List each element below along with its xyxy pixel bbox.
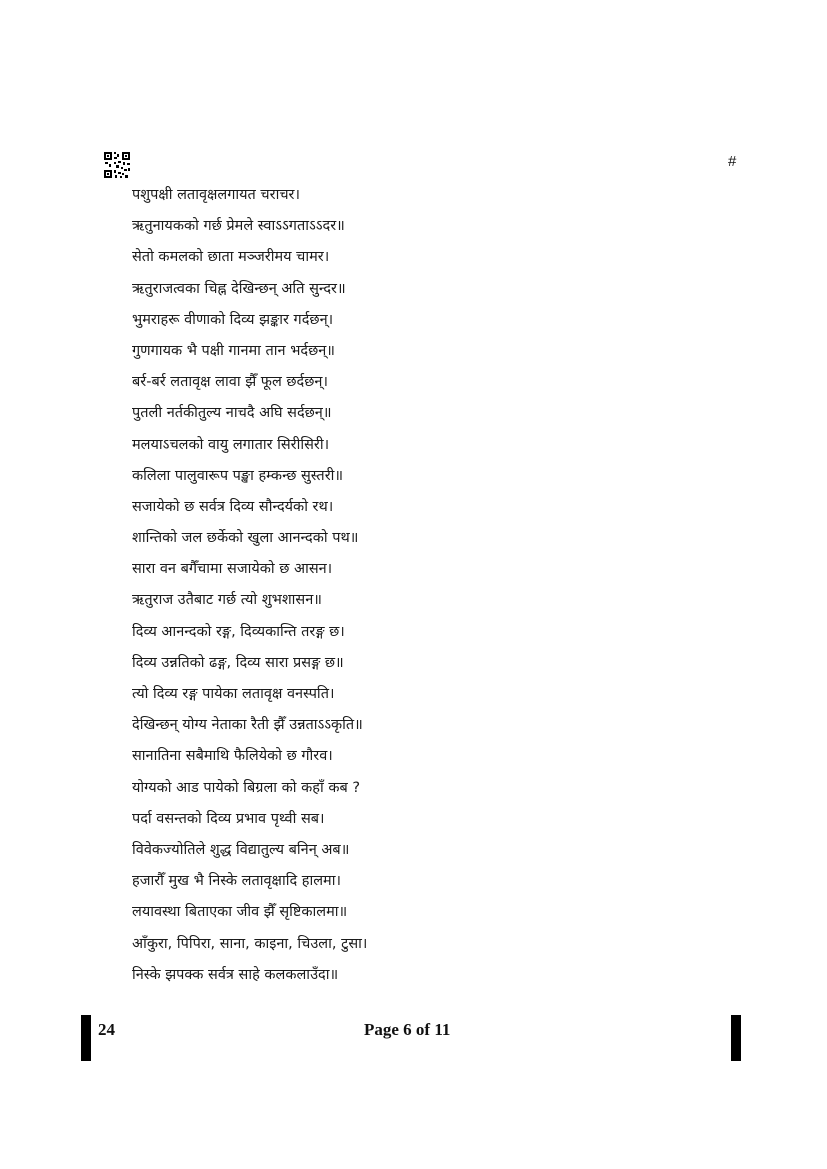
qr-code-icon [104,152,130,178]
poem-line: गुणगायक भै पक्षी गानमा तान भर्दछन्॥ [132,342,335,359]
poem-body [132,180,367,991]
poem-line: सानातिना सबैमाथि फैलियेको छ गौरव। [132,748,333,765]
footer-left-bar [81,1015,91,1061]
poem-line: लयावस्था बिताएका जीव झैँ सृष्टिकालमा॥ [132,904,348,921]
poem-line: पुतली नर्तकीतुल्य नाचदै अघि सर्दछन्॥ [132,405,332,422]
poem-line: बर्र-बर्र लतावृक्ष लावा झैँ फूल छर्दछन्। [132,374,328,391]
poem-line: ऋतुराजत्वका चिह्न देखिन्छन् अति सुन्दर॥ [132,280,346,297]
poem-line: त्यो दिव्य रङ्ग पायेका लतावृक्ष वनस्पति। [132,686,335,702]
poem-line: विवेकज्योतिले शुद्ध विद्यातुल्य बनिन् अब॥ [132,841,350,858]
footer-right-bar [731,1015,741,1061]
poem-line: देखिन्छन् योग्य नेताका रैती झैँ उन्नताऽऽकृति॥ [132,717,363,734]
poem-line: ऋतुराज उतैबाट गर्छ त्यो शुभशासन॥ [132,592,322,609]
poem-line: योग्यको आड पायेको बिग्रला को कहाँ कब ? [132,779,361,796]
poem-line: हजारौँ मुख भै निस्के लतावृक्षादि हालमा। [132,873,341,890]
hash-mark: # [728,153,737,170]
poem-line: पशुपक्षी लतावृक्षलगायत चराचर। [132,187,300,203]
poem-line: पर्दा वसन्तको दिव्य प्रभाव पृथ्वी सब। [132,810,325,827]
poem-line: भुमराहरू वीणाको दिव्य झङ्कार गर्दछन्। [132,311,334,328]
poem-line: सारा वन बगैँचामा सजायेको छ आसन। [132,561,333,578]
footer-code: 24 [98,1020,115,1039]
poem-line: दिव्य आनन्दको रङ्ग, दिव्यकान्ति तरङ्ग छ। [132,623,345,640]
poem-line: कलिला पालुवारूप पङ्खा हम्कन्छ सुस्तरी॥ [132,467,344,484]
poem-line: शान्तिको जल छर्केको खुला आनन्दको पथ॥ [132,530,359,547]
poem-line: आँकुरा, पिपिरा, साना, काइना, चिउला, टुसा। [132,935,368,952]
poem-line: सजायेको छ सर्वत्र दिव्य सौन्दर्यको रथ। [132,498,334,515]
poem-line: दिव्य उन्नतिको ढङ्ग, दिव्य सारा प्रसङ्ग छ॥ [132,654,344,671]
poem-line: निस्के झपक्क सर्वत्र साहे कलकलाउँदा॥ [132,966,339,983]
poem-line: ऋतुनायकको गर्छ प्रेमले स्वाऽऽगताऽऽदर॥ [132,218,345,235]
page-number: Page 6 of 11 [364,1020,451,1039]
poem-line: मलयाऽचलको वायु लगातार सिरीसिरी। [132,436,330,453]
poem-line: सेतो कमलको छाता मञ्जरीमय चामर। [132,249,330,266]
